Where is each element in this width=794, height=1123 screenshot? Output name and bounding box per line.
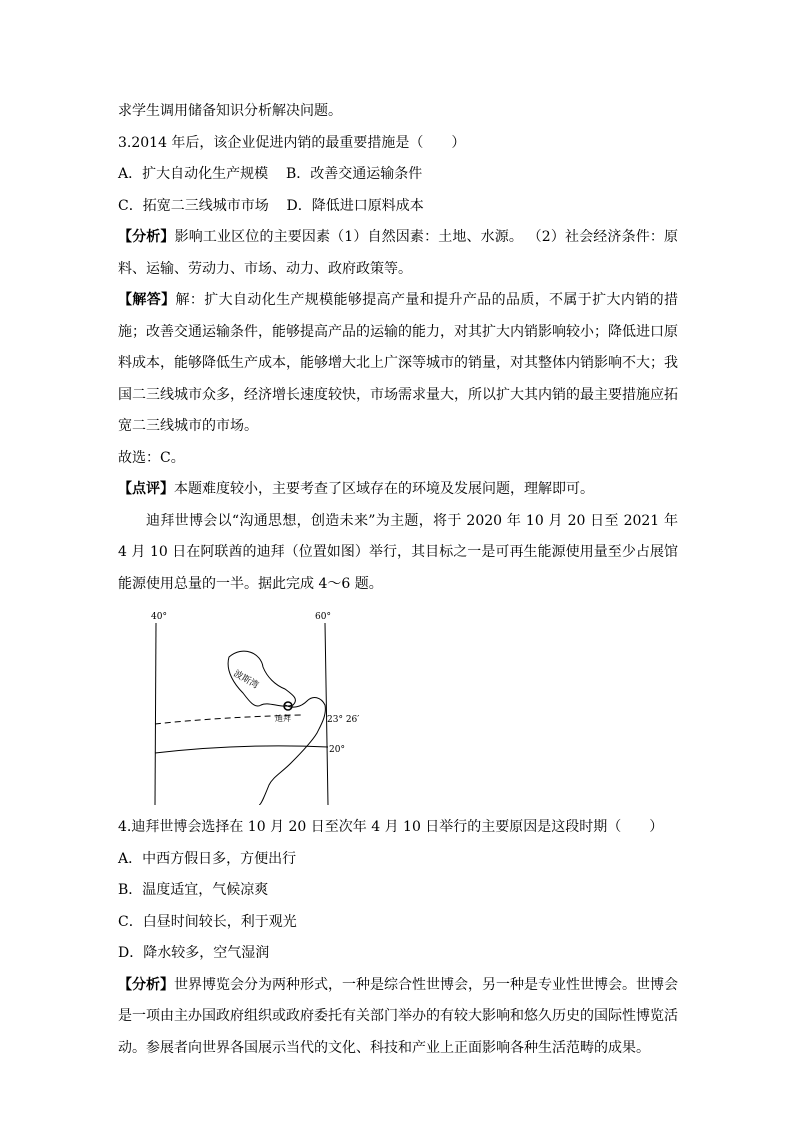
q3-option-a: A．扩大自动化生产规模 <box>118 166 269 182</box>
q3-comment-tag: 【点评】 <box>118 481 174 497</box>
dubai-map-figure <box>118 600 678 812</box>
q4-option-a: A．中西方假日多，方便出行 <box>118 850 297 867</box>
q4-analysis-tag: 【分析】 <box>118 976 174 993</box>
q3-choice: 故选：C。 <box>118 449 185 466</box>
gulf-label: 波斯湾 <box>231 668 260 692</box>
q4-analysis-text: 世界博览会分为两种形式，一种是综合性世博会，另一种是专业性世博会。世博会是一项由主办国政府组织或政府委托有关部门举办的有较大影响和悠久历史的国际性博览活动。参展者向世界各国展示当代的文化、科技和产业上正面影响各种生活范畴的成果。 <box>118 976 678 1056</box>
intro-tail: 求学生调用储备知识分析解决问题。 <box>118 103 342 119</box>
q3-analysis-text: 影响工业区位的主要因素（1）自然因素：土地、水源。 （2）社会经济条件：原料、运输、劳动力、市场、动力、政府政策等。 <box>118 229 679 277</box>
q3-option-b: B．改善交通运输条件 <box>285 166 423 182</box>
q4-analysis <box>118 970 678 1065</box>
tropic-label: 23° 26′ <box>327 715 360 725</box>
q3-options-cd <box>118 191 678 223</box>
q3-options-ab <box>118 159 678 191</box>
passage: 迪拜世博会以“沟通思想，创造未来”为主题，将于 2020 年 10 月 20 日至 2021 年 4 月 10 日在阿联酋的迪拜（位置如图）举行，其目标之一是可再生能源使用量至少占展馆能源使用总量的一半。据此完成 4～6 题。 <box>118 512 678 592</box>
lat-20-label: 20° <box>329 745 345 755</box>
q3-answer-tag: 【解答】 <box>118 292 176 308</box>
q4-stem: 4.迪拜世博会选择在 10 月 20 日至次年 4 月 10 日举行的主要原因是这段时期（ ） <box>118 819 664 835</box>
q3-answer-text: 解：扩大自动化生产规模能够提高产量和提升产品的品质，不属于扩大内销的措施；改善交通运输条件，能够提高产品的运输的能力，对其扩大内销影响较小；降低进口原料成本，能够降低生产成本，能够增大北上广深等城市的销量，对其整体内销影响不大；我国二三线城市众多，经济增长速度较快，市场需求量大，所以扩大其内销的最主要措施应拓宽二三线城市的市场。 <box>118 292 679 434</box>
dubai-map <box>151 605 391 805</box>
q3-analysis-tag: 【分析】 <box>118 229 175 245</box>
q3-analysis <box>118 222 678 285</box>
city-label: 迪拜 <box>275 714 291 723</box>
document-page <box>118 96 678 1064</box>
q4-option-d: D．降水较多，空气湿润 <box>118 945 270 961</box>
q4-option-c: C．白昼时间较长，利于观光 <box>118 913 297 930</box>
q3-comment <box>118 474 678 506</box>
q3-answer <box>118 285 678 443</box>
q4-option-b: B．温度适宜，气候凉爽 <box>118 882 269 898</box>
q3-stem: 3.2014 年后，该企业促进内销的最重要措施是（ ） <box>118 134 466 151</box>
q3-comment-text: 本题难度较小，主要考查了区域存在的环境及发展问题，理解即可。 <box>174 481 594 497</box>
q3-option-c: C．拓宽二三线城市市场 <box>118 197 269 214</box>
q3-option-d: D．降低进口原料成本 <box>286 197 424 214</box>
lon-40-label: 40° <box>151 612 167 622</box>
lon-60-label: 60° <box>315 612 331 622</box>
